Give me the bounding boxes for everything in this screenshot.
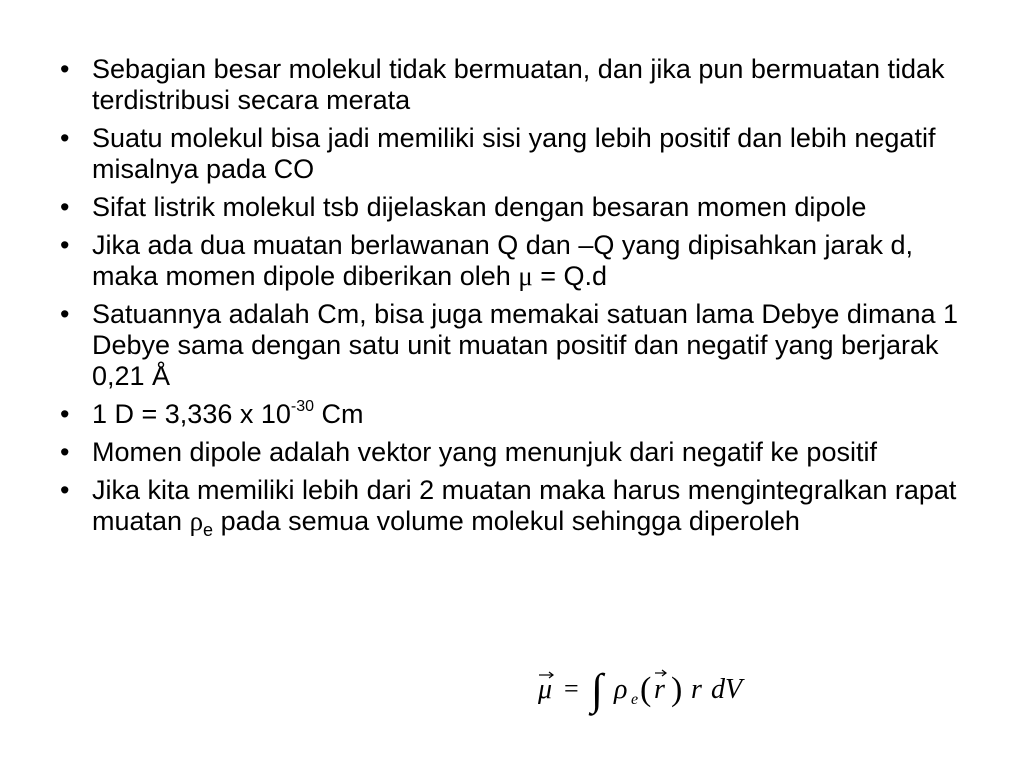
- rho-symbol: ρ: [614, 674, 628, 705]
- bullet-marker: •: [60, 475, 70, 505]
- integral-symbol: ∫: [591, 665, 604, 714]
- bullet-item: [60, 123, 960, 185]
- bullet-marker: •: [60, 123, 70, 153]
- bullet-marker: •: [60, 230, 70, 260]
- bullet-text: Suatu molekul bisa jadi memiliki sisi yang lebih positif dan lebih negatif misalnya pada CO: [92, 123, 936, 184]
- bullet-marker: •: [60, 192, 70, 222]
- bullet-item: [60, 399, 960, 430]
- mu-vector-symbol: μ: [538, 674, 553, 705]
- exponent: -30: [290, 398, 315, 415]
- r-symbol: r: [691, 674, 702, 705]
- bullet-marker: •: [60, 299, 70, 329]
- bullet-text-end: = Q.d: [532, 261, 608, 291]
- volume-element: dV: [711, 674, 743, 705]
- mu-symbol: μ: [518, 261, 533, 291]
- bullet-text: Sifat listrik molekul tsb dijelaskan dengan besaran momen dipole: [92, 192, 867, 222]
- bullet-item: [60, 299, 960, 392]
- open-paren: (: [640, 671, 652, 708]
- rho-subscript: e: [631, 691, 639, 708]
- bullet-marker: •: [60, 54, 70, 84]
- bullet-text-start: 1 D = 3,336 x 10: [92, 399, 291, 429]
- close-paren: ): [671, 671, 683, 708]
- bullet-text: Satuannya adalah Cm, bisa juga memakai satuan lama Debye dimana 1 Debye sama dengan satu unit muatan positif dan negatif yang berjarak 0,21 Å: [92, 299, 959, 391]
- bullet-item: [60, 437, 960, 468]
- bullet-text-end: pada semua volume molekul sehingga diperoleh: [213, 506, 800, 536]
- bullet-item: [60, 54, 960, 116]
- bullet-item: [60, 475, 960, 540]
- bullet-text-start: Jika ada dua muatan berlawanan Q dan –Q yang dipisahkan jarak d, maka momen dipole diberikan oleh: [92, 230, 914, 291]
- bullet-item: [60, 230, 960, 292]
- r-vector-symbol: r: [654, 674, 665, 705]
- dipole-integral-formula: [536, 664, 766, 720]
- rho-subscript: e: [203, 520, 214, 540]
- bullet-text-end: Cm: [314, 399, 364, 429]
- bullet-text: Momen dipole adalah vektor yang menunjuk dari negatif ke positif: [92, 437, 877, 467]
- rho-symbol: ρ: [189, 506, 204, 536]
- bullet-list: [60, 54, 960, 544]
- bullet-marker: •: [60, 437, 70, 467]
- bullet-marker: •: [60, 399, 70, 429]
- bullet-text: Sebagian besar molekul tidak bermuatan, dan jika pun bermuatan tidak terdistribusi secara merata: [92, 54, 945, 115]
- bullet-text-start: Jika kita memiliki lebih dari 2 muatan maka harus mengintegralkan rapat muatan: [92, 475, 957, 536]
- bullet-item: [60, 192, 960, 223]
- equals-sign: =: [564, 674, 579, 703]
